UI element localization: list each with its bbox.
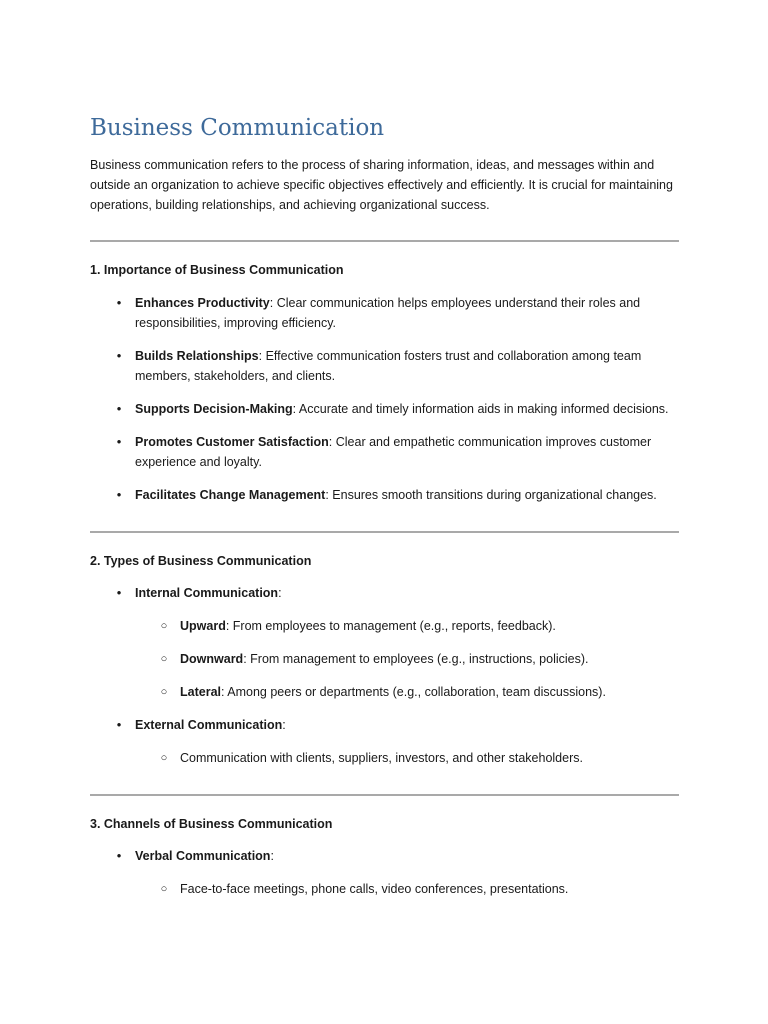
section-heading-importance: 1. Importance of Business Communication: [90, 263, 344, 277]
item-term: Facilitates Change Management: [135, 488, 326, 502]
item-term: Builds Relationships: [135, 349, 259, 363]
item-term: Internal Communication: [135, 586, 279, 600]
document-title: Business Communication: [90, 115, 385, 141]
circle-bullet-icon: ○: [160, 883, 168, 895]
list-item: [113, 399, 680, 419]
item-text: : Accurate and timely information aids in making informed decisions.: [292, 402, 669, 416]
item-term: Supports Decision-Making: [135, 402, 293, 416]
sub-list-item: [158, 879, 680, 899]
list-item: [113, 293, 680, 333]
section-divider: [90, 794, 679, 796]
sub-list-item: [158, 748, 680, 768]
bullet-icon: •: [116, 348, 122, 363]
sub-list-item: [158, 649, 680, 669]
circle-bullet-icon: ○: [160, 620, 168, 632]
circle-bullet-icon: ○: [160, 653, 168, 665]
item-term: Promotes Customer Satisfaction: [135, 435, 329, 449]
section-divider: [90, 240, 679, 242]
item-term: Downward: [180, 652, 244, 666]
circle-bullet-icon: ○: [160, 686, 168, 698]
item-text: : Ensures smooth transitions during organizational changes.: [325, 488, 657, 502]
bullet-icon: •: [116, 585, 122, 600]
item-text: :: [282, 718, 286, 732]
item-text: : Clear and empathetic communication improves customer experience and loyalty.: [135, 435, 652, 469]
section-heading-types: 2. Types of Business Communication: [90, 554, 312, 568]
item-term: External Communication: [135, 718, 283, 732]
item-term: Verbal Communication: [135, 849, 271, 863]
item-text: Face-to-face meetings, phone calls, video conferences, presentations.: [180, 882, 569, 896]
circle-bullet-icon: ○: [160, 752, 168, 764]
item-text: : From employees to management (e.g., reports, feedback).: [225, 619, 556, 633]
bullet-icon: •: [116, 434, 122, 449]
bullet-icon: •: [116, 295, 122, 310]
bullet-icon: •: [116, 401, 122, 416]
item-text: : Clear communication helps employees understand their roles and responsibilities, improving efficiency.: [135, 296, 641, 330]
item-text: :: [270, 849, 274, 863]
intro-paragraph: Business communication refers to the process of sharing information, ideas, and messages within and outside an organization to achieve specific objectives effectively and efficiently. It is crucial for maintaining operations, building relationships, and achieving organizational success.: [90, 158, 673, 212]
section-heading-channels: 3. Channels of Business Communication: [90, 817, 333, 831]
list-item: [113, 715, 680, 735]
item-term: Upward: [180, 619, 226, 633]
list-item: [113, 432, 680, 472]
item-text: Communication with clients, suppliers, investors, and other stakeholders.: [180, 751, 583, 765]
bullet-icon: •: [116, 848, 122, 863]
bullet-icon: •: [116, 717, 122, 732]
list-item: [113, 583, 680, 603]
list-item: [113, 846, 680, 866]
item-term: Enhances Productivity: [135, 296, 270, 310]
sub-list-item: [158, 616, 680, 636]
sub-list-item: [158, 682, 680, 702]
item-text: : From management to employees (e.g., instructions, policies).: [243, 652, 589, 666]
list-item: [113, 485, 680, 505]
item-text: :: [278, 586, 282, 600]
item-text: : Among peers or departments (e.g., collaboration, team discussions).: [221, 685, 606, 699]
bullet-icon: •: [116, 487, 122, 502]
item-term: Lateral: [180, 685, 221, 699]
section-divider: [90, 531, 679, 533]
item-text: : Effective communication fosters trust and collaboration among team members, stakeholders, and clients.: [135, 349, 642, 383]
list-item: [113, 346, 680, 386]
